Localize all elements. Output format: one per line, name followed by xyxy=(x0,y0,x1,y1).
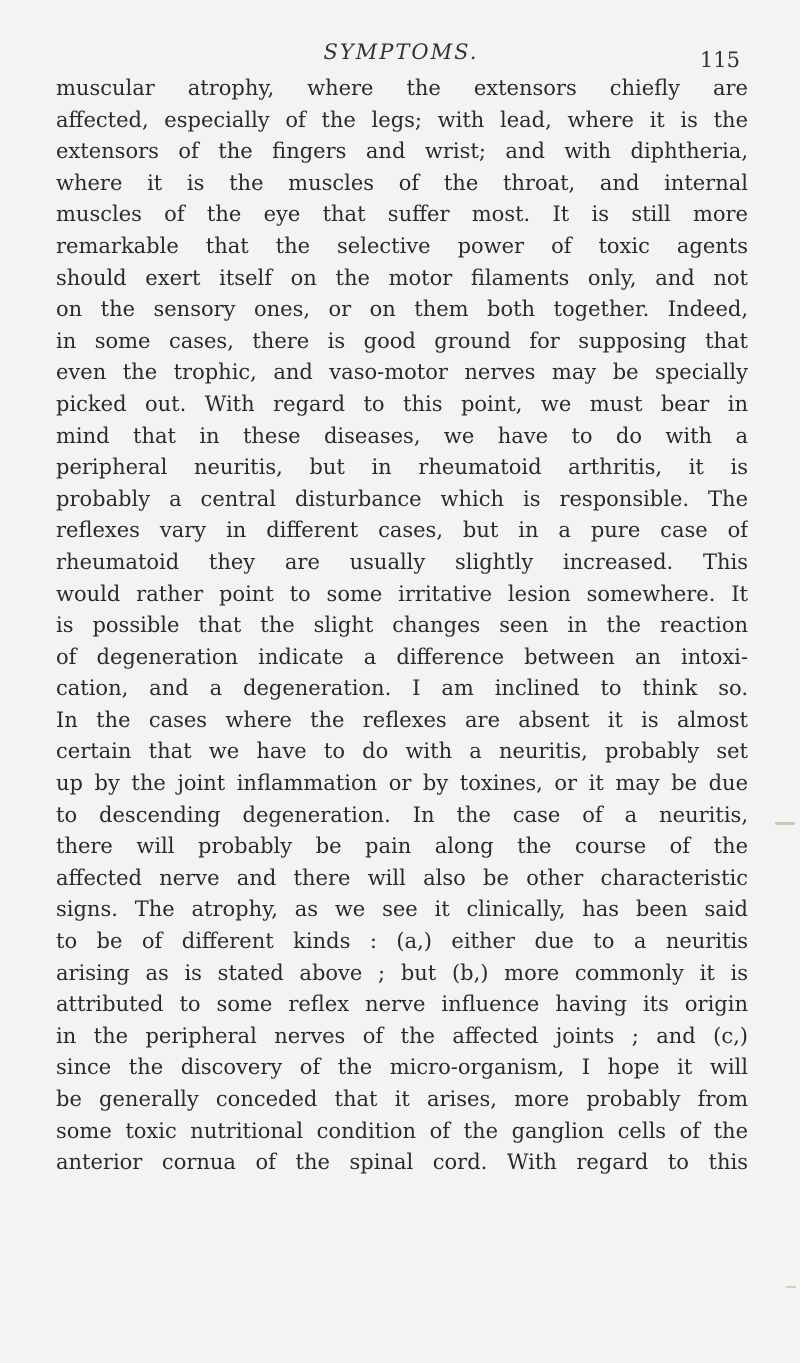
text-line: rheumatoid they are usually slightly increased. This xyxy=(56,549,748,574)
text-line: some toxic nutritional condition of the ganglion cells of the xyxy=(56,1118,748,1143)
text-line: picked out. With regard to this point, we must bear in xyxy=(56,391,748,416)
text-line: since the discovery of the micro-organism, I hope it will xyxy=(56,1055,748,1080)
text-line: would rather point to some irritative lesion somewhere. It xyxy=(56,581,748,606)
text-line: reflexes vary in different cases, but in a pure case of xyxy=(56,518,748,543)
text-line: mind that in these diseases, we have to do with a xyxy=(56,423,748,448)
text-line: peripheral neuritis, but in rheumatoid arthritis, it is xyxy=(56,455,748,480)
text-line: anterior cornua of the spinal cord. With regard to this xyxy=(56,1150,748,1175)
page-number: 115 xyxy=(699,48,740,72)
margin-mark xyxy=(775,822,795,825)
text-line: up by the joint inflammation or by toxines, or it may be due xyxy=(56,771,748,796)
text-line: on the sensory ones, or on them both together. Indeed, xyxy=(56,297,748,322)
text-line: muscular atrophy, where the extensors chiefly are xyxy=(56,76,748,100)
text-line: attributed to some reflex nerve influence having its origin xyxy=(56,992,748,1017)
text-line: probably a central disturbance which is responsible. The xyxy=(56,486,748,511)
text-line: be generally conceded that it arises, more probably from xyxy=(56,1087,748,1111)
text-line: in the peripheral nerves of the affected joints ; and (c,) xyxy=(56,1023,748,1048)
text-line: in some cases, there is good ground for supposing that xyxy=(56,328,748,353)
text-line: cation, and a degeneration. I am inclined to think so. xyxy=(56,676,748,701)
text-line: to descending degeneration. In the case of a neuritis, xyxy=(56,802,748,827)
text-line: certain that we have to do with a neuritis, probably set xyxy=(56,739,748,764)
text-line: affected nerve and there will also be other characteristic xyxy=(56,865,748,890)
margin-mark xyxy=(786,1286,796,1288)
text-line: should exert itself on the motor filaments only, and not xyxy=(56,265,748,290)
text-line: remarkable that the selective power of toxic agents xyxy=(56,233,748,258)
running-head: SYMPTOMS. xyxy=(323,40,479,64)
text-line: even the trophic, and vaso-motor nerves may be specially xyxy=(56,360,748,385)
text-line: arising as is stated above ; but (b,) more commonly it is xyxy=(56,960,748,985)
text-line: signs. The atrophy, as we see it clinically, has been said xyxy=(56,897,748,922)
text-line: affected, especially of the legs; with lead, where it is the xyxy=(56,107,748,132)
text-line: extensors of the fingers and wrist; and with diphtheria, xyxy=(56,139,748,164)
text-line: where it is the muscles of the throat, and internal xyxy=(56,170,748,195)
text-line: is possible that the slight changes seen in the reaction xyxy=(56,613,748,638)
text-line: muscles of the eye that suffer most. It is still more xyxy=(56,202,748,227)
text-line: there will probably be pain along the course of the xyxy=(56,834,748,859)
text-line: In the cases where the reflexes are absent it is almost xyxy=(56,707,748,732)
text-line: to be of different kinds : (a,) either due to a neuritis xyxy=(56,929,748,954)
text-line: of degeneration indicate a difference between an intoxi- xyxy=(56,644,748,669)
body-text xyxy=(56,73,748,1179)
